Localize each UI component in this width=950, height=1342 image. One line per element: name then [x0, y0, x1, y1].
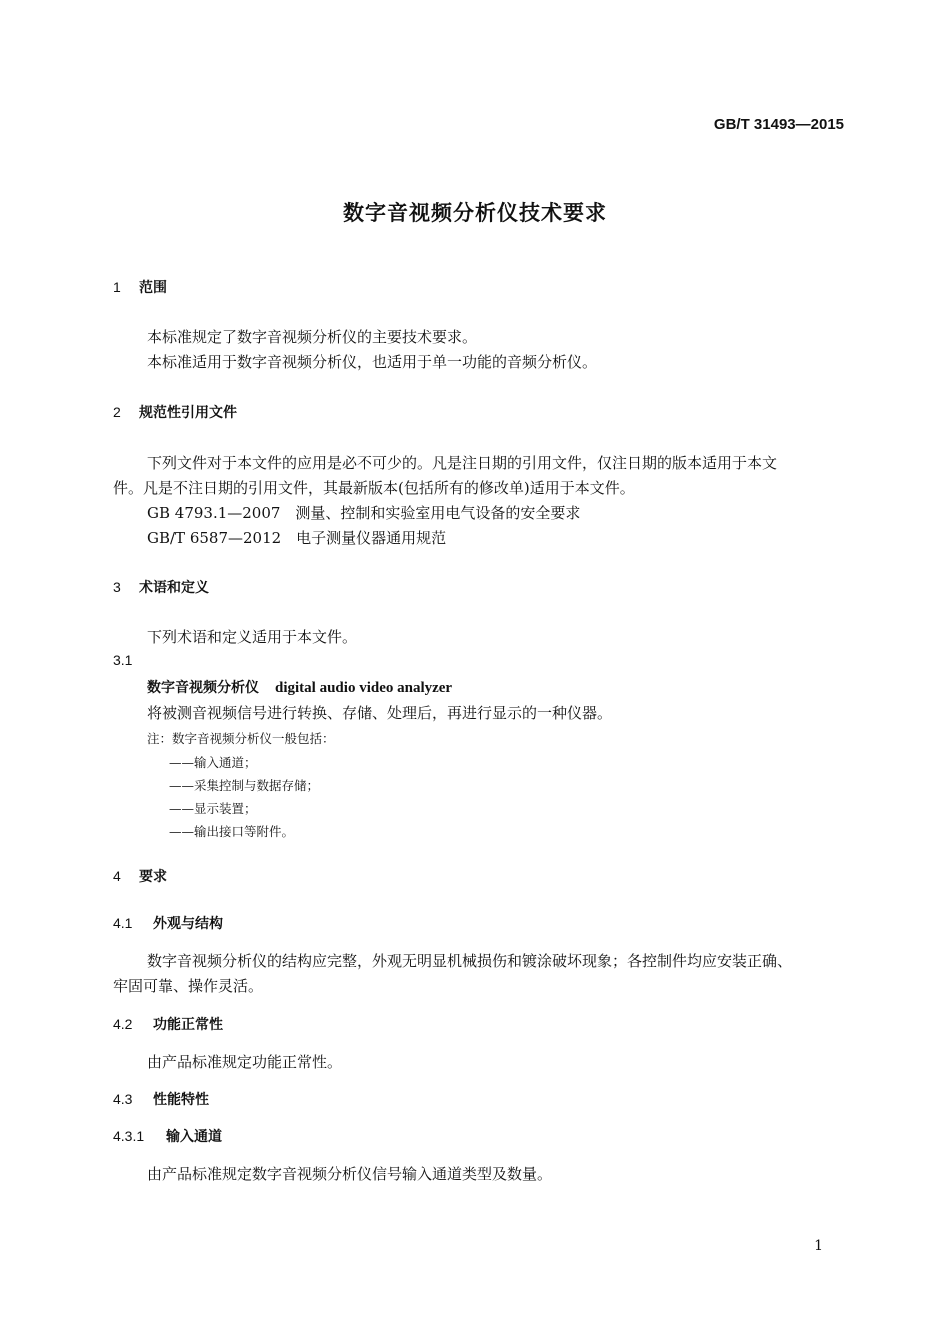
paragraph: 本标准规定了数字音视频分析仪的主要技术要求。 — [147, 328, 478, 346]
term-english: digital audio video analyzer — [275, 680, 453, 696]
note-list-item: ——显示装置； — [169, 801, 257, 816]
page-number: 1 — [814, 1238, 823, 1254]
document-title: 数字音视频分析仪技术要求 — [343, 201, 607, 225]
paragraph-continuation: 牢固可靠、操作灵活。 — [113, 977, 264, 995]
paragraph: 由产品标准规定数字音视频分析仪信号输入通道类型及数量。 — [147, 1165, 553, 1183]
section-title: 要求 — [139, 869, 167, 885]
term-chinese: 数字音视频分析仪 — [147, 680, 259, 696]
section-number: 3 — [113, 579, 121, 595]
paragraph: 下列文件对于本文件的应用是必不可少的。凡是注日期的引用文件，仅注日期的版本适用于本文 — [147, 454, 778, 472]
section-title: 输入通道 — [166, 1129, 222, 1145]
section-number: 4.3.1 — [113, 1128, 145, 1144]
section-title: 规范性引用文件 — [139, 405, 237, 421]
section-title: 外观与结构 — [153, 916, 223, 932]
normative-reference: GB 4793.1—2007 测量、控制和实验室用电气设备的安全要求 — [147, 504, 581, 522]
section-title: 性能特性 — [153, 1092, 209, 1108]
section-2-heading — [113, 402, 237, 422]
paragraph-continuation: 件。凡是不注日期的引用文件，其最新版本(包括所有的修改单)适用于本文件。 — [113, 479, 635, 497]
note-list-item: ——采集控制与数据存储； — [169, 778, 320, 793]
normative-reference: GB/T 6587—2012 电子测量仪器通用规范 — [147, 529, 447, 547]
section-number: 4.1 — [113, 915, 133, 931]
standard-number: GB/T 31493—2015 — [713, 116, 844, 133]
term-definition: 将被测音视频信号进行转换、存储、处理后，再进行显示的一种仪器。 — [147, 704, 613, 722]
term-entry — [147, 677, 452, 697]
section-4-heading — [113, 866, 167, 886]
subsection-number: 3.1 — [113, 652, 133, 668]
section-number: 1 — [113, 279, 121, 295]
subsection-4-3-1-heading — [113, 1126, 222, 1146]
subsection-4-2-heading — [113, 1014, 223, 1034]
subsection-4-1-heading — [113, 913, 223, 933]
paragraph: 数字音视频分析仪的结构应完整，外观无明显机械损伤和镀涂破坏现象；各控制件均应安装正确、 — [147, 952, 793, 970]
section-title: 术语和定义 — [139, 580, 209, 596]
section-3-heading — [113, 577, 209, 597]
section-number: 4.2 — [113, 1016, 133, 1032]
subsection-4-3-heading — [113, 1089, 209, 1109]
section-number: 4 — [113, 868, 121, 884]
paragraph: 本标准适用于数字音视频分析仪，也适用于单一功能的音频分析仪。 — [147, 353, 598, 371]
paragraph: 下列术语和定义适用于本文件。 — [147, 628, 358, 646]
note-list-item: ——输出接口等附件。 — [169, 824, 295, 839]
section-title: 功能正常性 — [153, 1017, 223, 1033]
section-title: 范围 — [139, 280, 167, 296]
paragraph: 由产品标准规定功能正常性。 — [147, 1053, 343, 1071]
note-list-item: ——输入通道； — [169, 755, 257, 770]
section-1-heading — [113, 277, 167, 297]
section-number: 2 — [113, 404, 121, 420]
section-number: 4.3 — [113, 1091, 133, 1107]
note: 注：数字音视频分析仪一般包括： — [147, 731, 335, 746]
